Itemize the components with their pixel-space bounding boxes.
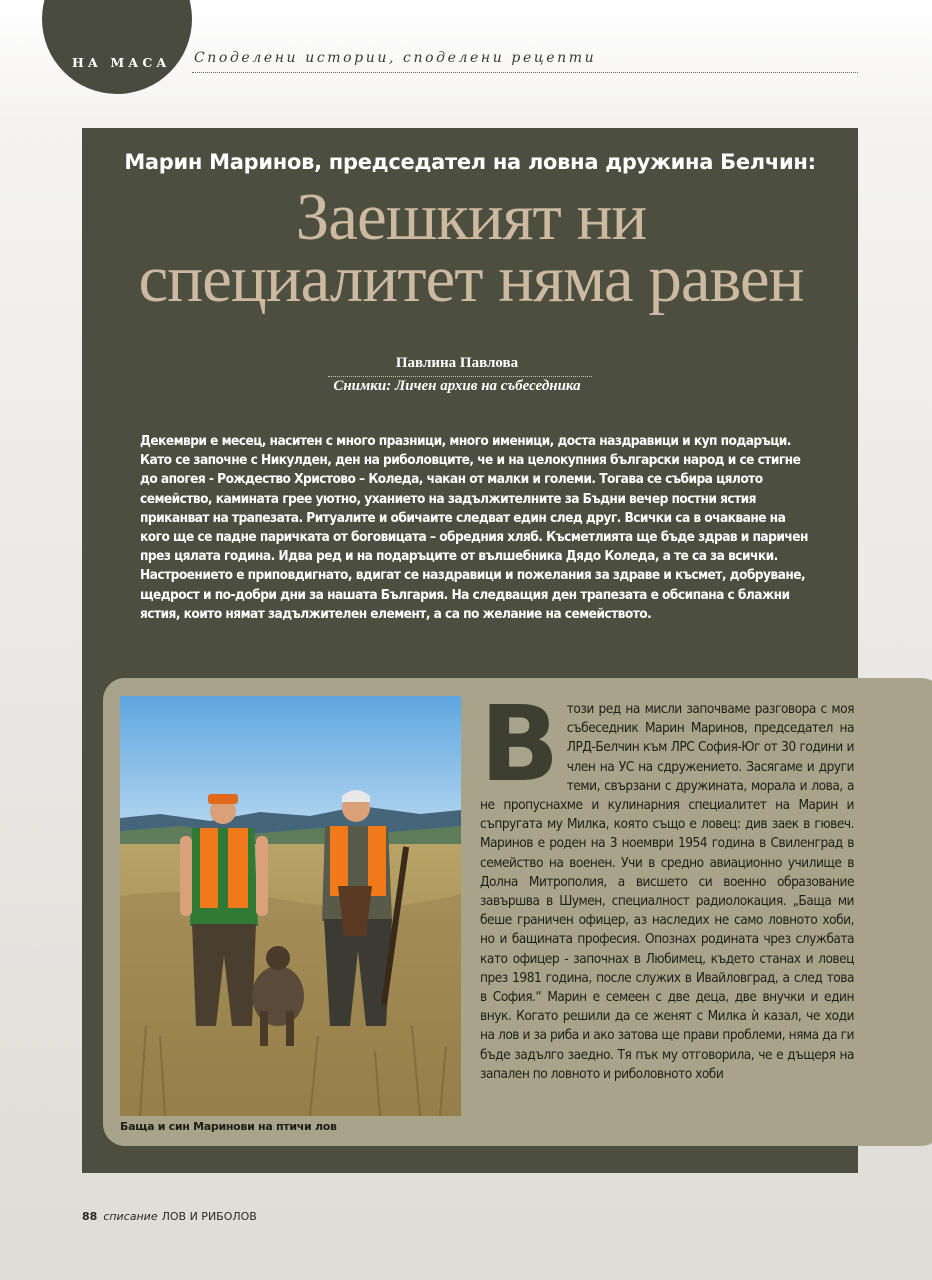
headline-line-1: Заешкият ни [295,180,647,254]
article-kicker: Марин Маринов, председател на ловна дружина Белчин: [124,150,816,174]
intro-paragraph: Декември е месец, наситен с много празници, много именици, доста наздравици и куп подаръци. Като се започне с Никулден, ден на риболовците, че и на целокупния български народ и се стигне до апогея - Рождество Христово – Коледа, чакан от малки и големи. Тогава се събира цялото семейство, камината грее уютно, уханието на задължителните за Бъдни вечер постни ястия приканват на трапезата. Ритуалите и обичаите следват един след друг. Всички са в очакване на кого ще се падне паричката от боговицата – обредния хляб. Късметлията ще бъде здрав и паричен през цялата година. Идва ред и на подаръците от вълшебника Дядо Коледа, а те са за всички. Настроението е приповдигнато, вдигат се наздравици и пожелания за здраве и късмет, добруване, щедрост и по-добри дни за нашата България. На следващия ден трапезата е обсипана с блажни ястия, които нямат задължителен елемент, а са по желание на семейството. [140,433,808,622]
article-headline [0,180,932,316]
photo-caption: Баща и син Маринови на птичи лов [120,1116,461,1140]
drop-cap: В [480,683,559,805]
author-byline: Павлина Павлова [395,355,519,371]
section-badge [42,0,192,94]
body-text: този ред на мисли започваме разговора с моя събеседник Марин Маринов, председател на ЛРД-Белчин към ЛРС София-Юг от 30 години и член на УС на сдружението. Засягаме и други теми, свързани с дружината, морала и лова, а не пропуснахме и кулинарния специалитет на Марин и съпругата му Милка, която също е ловец: див заек в гювеч. Маринов е роден на 3 ноември 1954 година в Свиленград в семейство на военен. Учи в средно авиационно училище в Долна Митрополия, а висшето си военно образование завършва в Шумен, специалност радиолокация. „Баща ми беше граничен офицер, аз наследих не само ловното хоби, но и бащината професия. Опознах родината чрез службата като офицер - започнах в Любимец, където станах и ловец през 1981 година, после служих в Ивайловград, а след това в София.“ Марин е семеен с две деца, две внучки и един внук. Когато решили да се женят с Милка ѝ казал, че ходи на лов и за риба и ако затова ще прави проблеми, няма да ги бъде задълго заедно. Тя пък му отговорила, че е дъщеря на запален по ловното и риболовното хоби [480,701,854,1082]
magazine-name: ЛОВ И РИБОЛОВ [161,1210,257,1223]
section-label: НА МАСА [72,55,171,70]
page-number: 88 [82,1210,98,1223]
section-subtitle: Споделени истории, споделени рецепти [194,50,597,66]
magazine-prefix: списание [103,1210,158,1223]
byline-divider [328,376,592,377]
article-body [480,683,854,1084]
photos-credit: Снимки: Личен архив на събеседника [333,378,581,394]
hunters-photo [120,696,461,1116]
header-divider [192,72,858,73]
headline-line-2: специалитет няма равен [138,242,804,316]
page-footer [82,1210,257,1223]
